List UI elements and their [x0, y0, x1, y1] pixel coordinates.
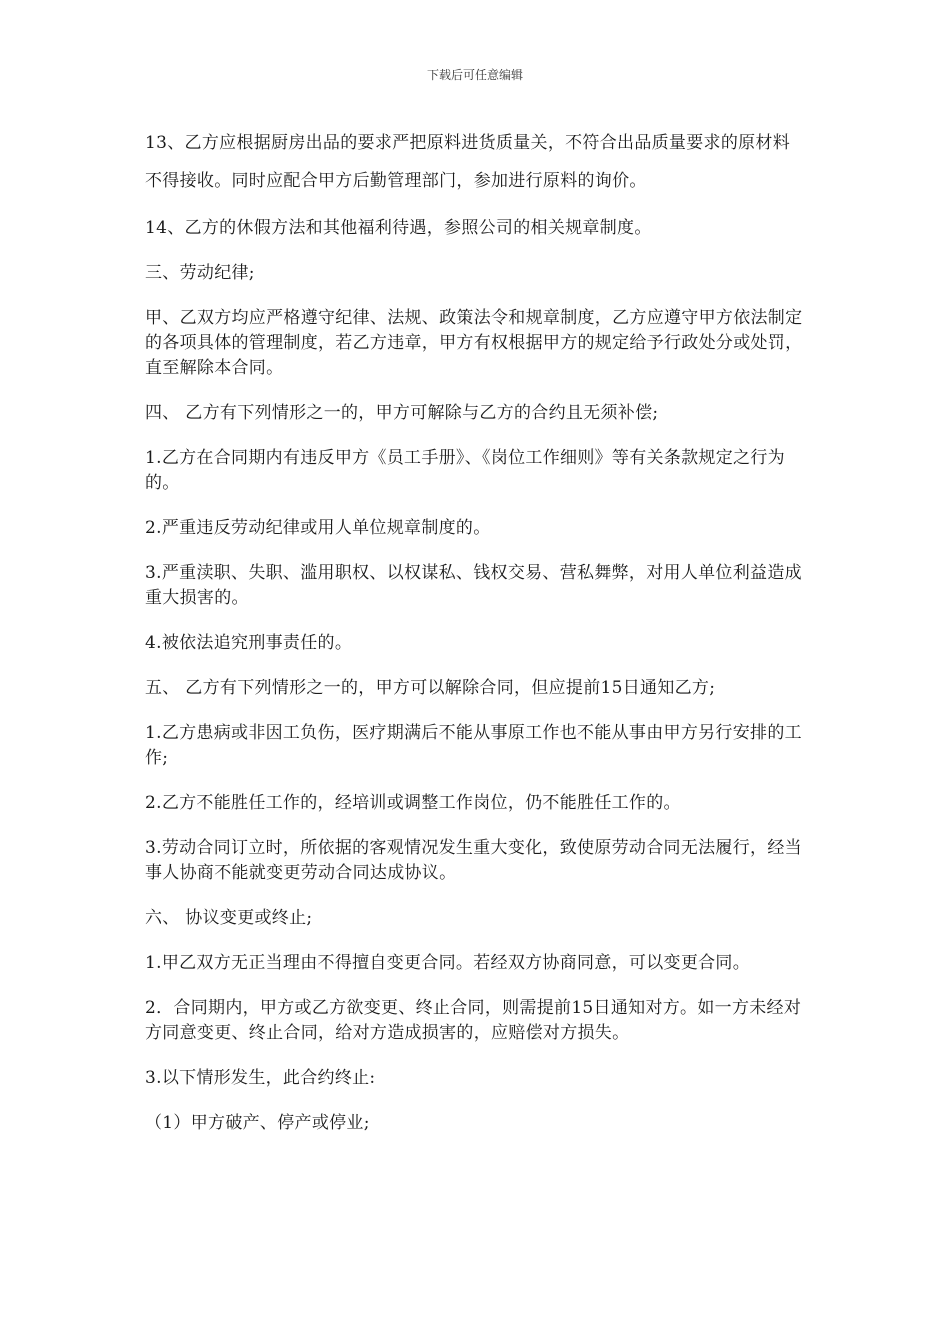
section-3-heading: 三、劳动纪律;: [145, 263, 255, 283]
section-6-heading: 六、 协议变更或终止;: [145, 908, 313, 928]
section-5-item-2: 2.乙方不能胜任工作的，经培训或调整工作岗位，仍不能胜任工作的。: [145, 793, 681, 813]
section-4-item-3: 3.严重渎职、失职、滥用职权、以权谋私、钱权交易、营私舞弊，对用人单位利益造成重大损害的。: [145, 563, 802, 608]
clause-13: 13、乙方应根据厨房出品的要求严把原料进货质量关，不符合出品质量要求的原材料不得接收。同时应配合甲方后勤管理部门，参加进行原料的询价。: [145, 133, 791, 191]
page-header: 下载后可任意编辑: [426, 68, 523, 82]
section-4-item-1: 1.乙方在合同期内有违反甲方《员工手册》、《岗位工作细则》等有关条款规定之行为的。: [145, 448, 785, 493]
section-5-item-3: 3.劳动合同订立时，所依据的客观情况发生重大变化，致使原劳动合同无法履行，经当事人协商不能就变更劳动合同达成协议。: [145, 838, 802, 883]
section-4-item-2: 2.严重违反劳动纪律或用人单位规章制度的。: [145, 518, 491, 538]
section-5-item-1: 1.乙方患病或非因工负伤，医疗期满后不能从事原工作也不能从事由甲方另行安排的工作;: [145, 723, 802, 768]
section-6-subitem-1: （1）甲方破产、停产或停业;: [145, 1113, 370, 1133]
clause-14: 14、乙方的休假方法和其他福利待遇，参照公司的相关规章制度。: [145, 218, 652, 238]
document-body: [145, 124, 805, 1156]
section-6-item-2: 2．合同期内，甲方或乙方欲变更、终止合同，则需提前15日通知对方。如一方未经对方同意变更、终止合同，给对方造成损害的，应赔偿对方损失。: [145, 998, 802, 1043]
section-3-body: 甲、乙双方均应严格遵守纪律、法规、政策法令和规章制度，乙方应遵守甲方依法制定的各项具体的管理制度，若乙方违章，甲方有权根据甲方的规定给予行政处分或处罚，直至解除本合同。: [145, 308, 803, 378]
section-6-item-1: 1.甲乙双方无正当理由不得擅自变更合同。若经双方协商同意，可以变更合同。: [145, 953, 751, 973]
section-4-heading: 四、 乙方有下列情形之一的，甲方可解除与乙方的合约且无须补偿;: [145, 403, 659, 423]
section-6-item-3: 3.以下情形发生，此合约终止:: [145, 1068, 376, 1088]
section-4-item-4: 4.被依法追究刑事责任的。: [145, 633, 353, 653]
section-5-heading: 五、 乙方有下列情形之一的，甲方可以解除合同，但应提前15日通知乙方;: [145, 678, 716, 698]
